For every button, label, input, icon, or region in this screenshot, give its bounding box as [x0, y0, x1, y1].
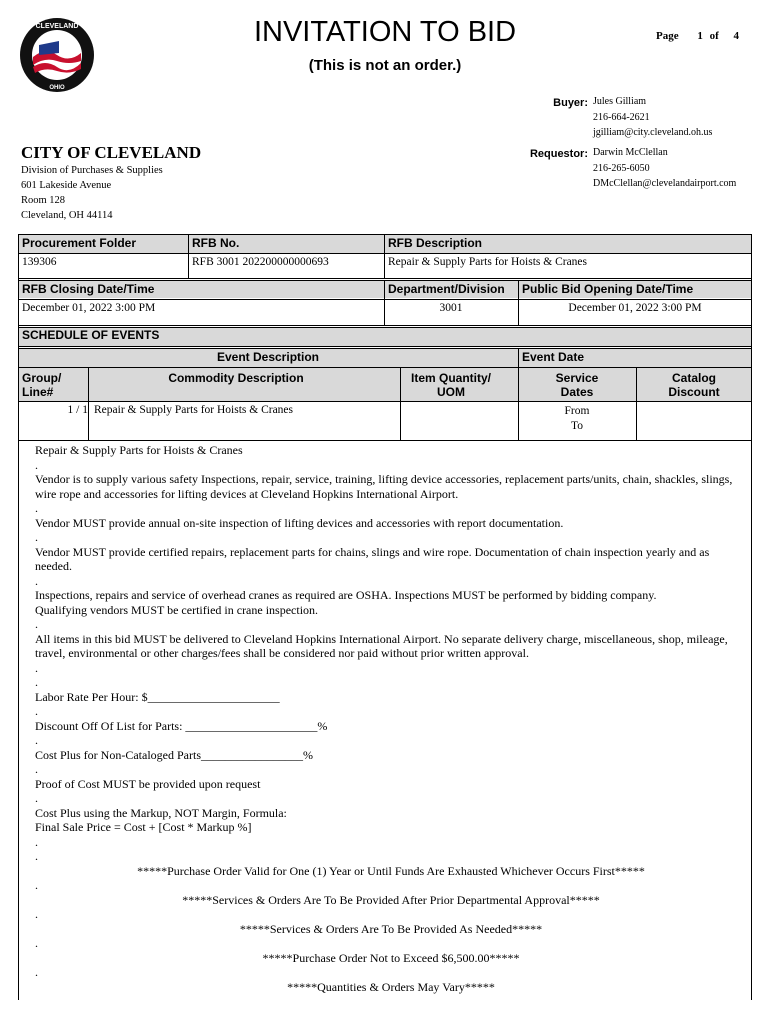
page-label: Page	[656, 30, 679, 42]
bid-description-body	[35, 443, 747, 994]
notice-prior-approval: *****Services & Orders Are To Be Provided After Prior Departmental Approval*****	[182, 892, 600, 907]
document-title: INVITATION TO BID	[253, 16, 517, 48]
notice-po-valid: *****Purchase Order Valid for One (1) Year or Until Funds Are Exhausted Whichever Occurs First*****	[137, 863, 645, 878]
org-city: Cleveland, OH 44114	[21, 210, 113, 221]
org-address	[21, 163, 163, 223]
body-osha: Inspections, repairs and service of overhead cranes as required are OSHA. Inspections MUST be performed by bidding company.	[35, 588, 657, 602]
spacer-dot: .	[35, 675, 38, 689]
discount-field: Discount Off Of List for Parts: ______________________%	[35, 718, 328, 733]
event-desc-label: Event Description	[216, 350, 320, 364]
page-total: 4	[733, 30, 740, 42]
rfb-no-value: RFB 3001 202200000000693	[192, 256, 329, 268]
opening-label: Public Bid Opening Date/Time	[522, 282, 694, 296]
buyer-name: Jules Gilliam	[593, 96, 647, 107]
catalog-discount-header	[636, 370, 752, 400]
spacer-dot: .	[35, 573, 38, 588]
line-label: Line#	[22, 385, 54, 399]
catalog-label: Catalog	[671, 371, 716, 385]
org-room: Room 128	[21, 195, 66, 206]
spacer-dot: .	[35, 834, 38, 849]
markup-formula-title: Cost Plus using the Markup, NOT Margin, Formula:	[35, 805, 287, 820]
spacer-dot: .	[35, 936, 38, 950]
spacer-dot: .	[35, 762, 38, 776]
group-line-header	[18, 370, 88, 400]
service-label: Service	[555, 371, 599, 385]
to-label: To	[571, 420, 583, 432]
org-division: Division of Purchases & Supplies	[21, 165, 163, 176]
spacer-dot: .	[35, 501, 38, 515]
rfb-desc-value: Repair & Supply Parts for Hoists & Cranes	[388, 256, 587, 268]
opening-value: December 01, 2022 3:00 PM	[568, 302, 702, 314]
spacer-dot: .	[35, 733, 38, 747]
spacer-dot: .	[35, 965, 38, 979]
body-qualifying: Qualifying vendors MUST be certified in crane inspection.	[35, 602, 319, 617]
spacer-dot: .	[35, 791, 38, 805]
rfb-desc-label: RFB Description	[388, 236, 483, 250]
spacer-dot: .	[35, 660, 38, 675]
buyer-phone: 216-664-2621	[593, 111, 650, 123]
svg-text:CLEVELAND: CLEVELAND	[35, 23, 79, 30]
proof-of-cost: Proof of Cost MUST be provided upon request	[35, 776, 261, 791]
org-street: 601 Lakeside Avenue	[21, 180, 112, 191]
discount-label: Discount	[668, 385, 720, 399]
requestor-block	[593, 145, 736, 192]
line-description: Repair & Supply Parts for Hoists & Cranes	[94, 404, 293, 416]
group-label: Group/	[22, 371, 62, 385]
body-delivery: All items in this bid MUST be delivered to Cleveland Hopkins International Airport. No separate delivery charge, miscellaneous, shop, mileage, travel, environmental or other charges/fees shall be considered nor paid without prior written approval.	[35, 631, 728, 660]
buyer-email[interactable]: jgilliam@city.cleveland.oh.us	[593, 127, 713, 138]
notice-quantities-vary: *****Quantities & Orders May Vary*****	[287, 979, 495, 994]
qty-label: Item Quantity/	[410, 371, 491, 385]
notice-not-exceed: *****Purchase Order Not to Exceed $6,500.00*****	[262, 950, 520, 965]
spacer-dot: .	[35, 530, 38, 544]
service-dates-value	[518, 403, 636, 435]
schedule-label: SCHEDULE OF EVENTS	[18, 327, 752, 346]
page-indicator	[656, 30, 739, 42]
requestor-email[interactable]: DMcClellan@clevelandairport.com	[593, 178, 737, 189]
commodity-header: Commodity Description	[168, 371, 304, 385]
requestor-label: Requestor:	[529, 148, 588, 160]
event-date-label: Event Date	[522, 350, 585, 364]
spacer-dot: .	[35, 907, 38, 921]
body-certified-repairs: Vendor MUST provide certified repairs, replacement parts for chains, slings and wire rope. Documentation of chain inspection yearly and as needed.	[35, 544, 710, 573]
dept-label: Department/Division	[388, 282, 505, 296]
spacer-dot: .	[35, 849, 38, 863]
closing-value: December 01, 2022 3:00 PM	[22, 302, 156, 314]
svg-text:OHIO: OHIO	[49, 85, 65, 91]
uom-label: UOM	[437, 385, 465, 399]
buyer-block	[593, 94, 712, 141]
cost-plus-field: Cost Plus for Non-Cataloged Parts_________________%	[35, 747, 313, 762]
line-number: 1 / 1	[67, 404, 88, 416]
markup-formula: Final Sale Price = Cost + [Cost * Markup %]	[35, 820, 252, 834]
requestor-name: Darwin McClellan	[593, 147, 668, 158]
dates-label: Dates	[560, 385, 594, 399]
procurement-folder-value: 139306	[22, 256, 57, 268]
spacer-dot: .	[35, 457, 38, 472]
rfb-no-label: RFB No.	[192, 236, 240, 250]
body-title: Repair & Supply Parts for Hoists & Cranes	[35, 443, 243, 457]
body-scope: Vendor is to supply various safety Inspections, repair, service, training, lifting device accessories, replacement parts/units, chain, shackles, slings, wire rope and accessories for lifting devices at Cleveland Hopkins International Airport.	[35, 472, 733, 501]
page-of: of	[709, 30, 719, 42]
notice-as-needed: *****Services & Orders Are To Be Provided As Needed*****	[239, 921, 543, 936]
spacer-dot: .	[35, 878, 38, 892]
requestor-phone: 216-265-6050	[593, 162, 650, 174]
service-dates-header	[518, 370, 636, 400]
procurement-folder-label: Procurement Folder	[22, 236, 137, 250]
buyer-label: Buyer:	[553, 97, 588, 109]
page-number: 1	[697, 30, 703, 42]
spacer-dot: .	[35, 617, 38, 631]
dept-value: 3001	[439, 302, 463, 314]
from-label: From	[564, 405, 590, 417]
spacer-dot: .	[35, 704, 38, 718]
document-subtitle: (This is not an order.)	[308, 57, 462, 74]
org-name: CITY OF CLEVELAND	[21, 143, 202, 162]
closing-label: RFB Closing Date/Time	[22, 282, 155, 296]
body-annual-inspection: Vendor MUST provide annual on-site inspection of lifting devices and accessories with report documentation.	[35, 515, 564, 530]
labor-rate-field: Labor Rate Per Hour: $______________________	[35, 689, 280, 704]
qty-header	[384, 370, 518, 400]
